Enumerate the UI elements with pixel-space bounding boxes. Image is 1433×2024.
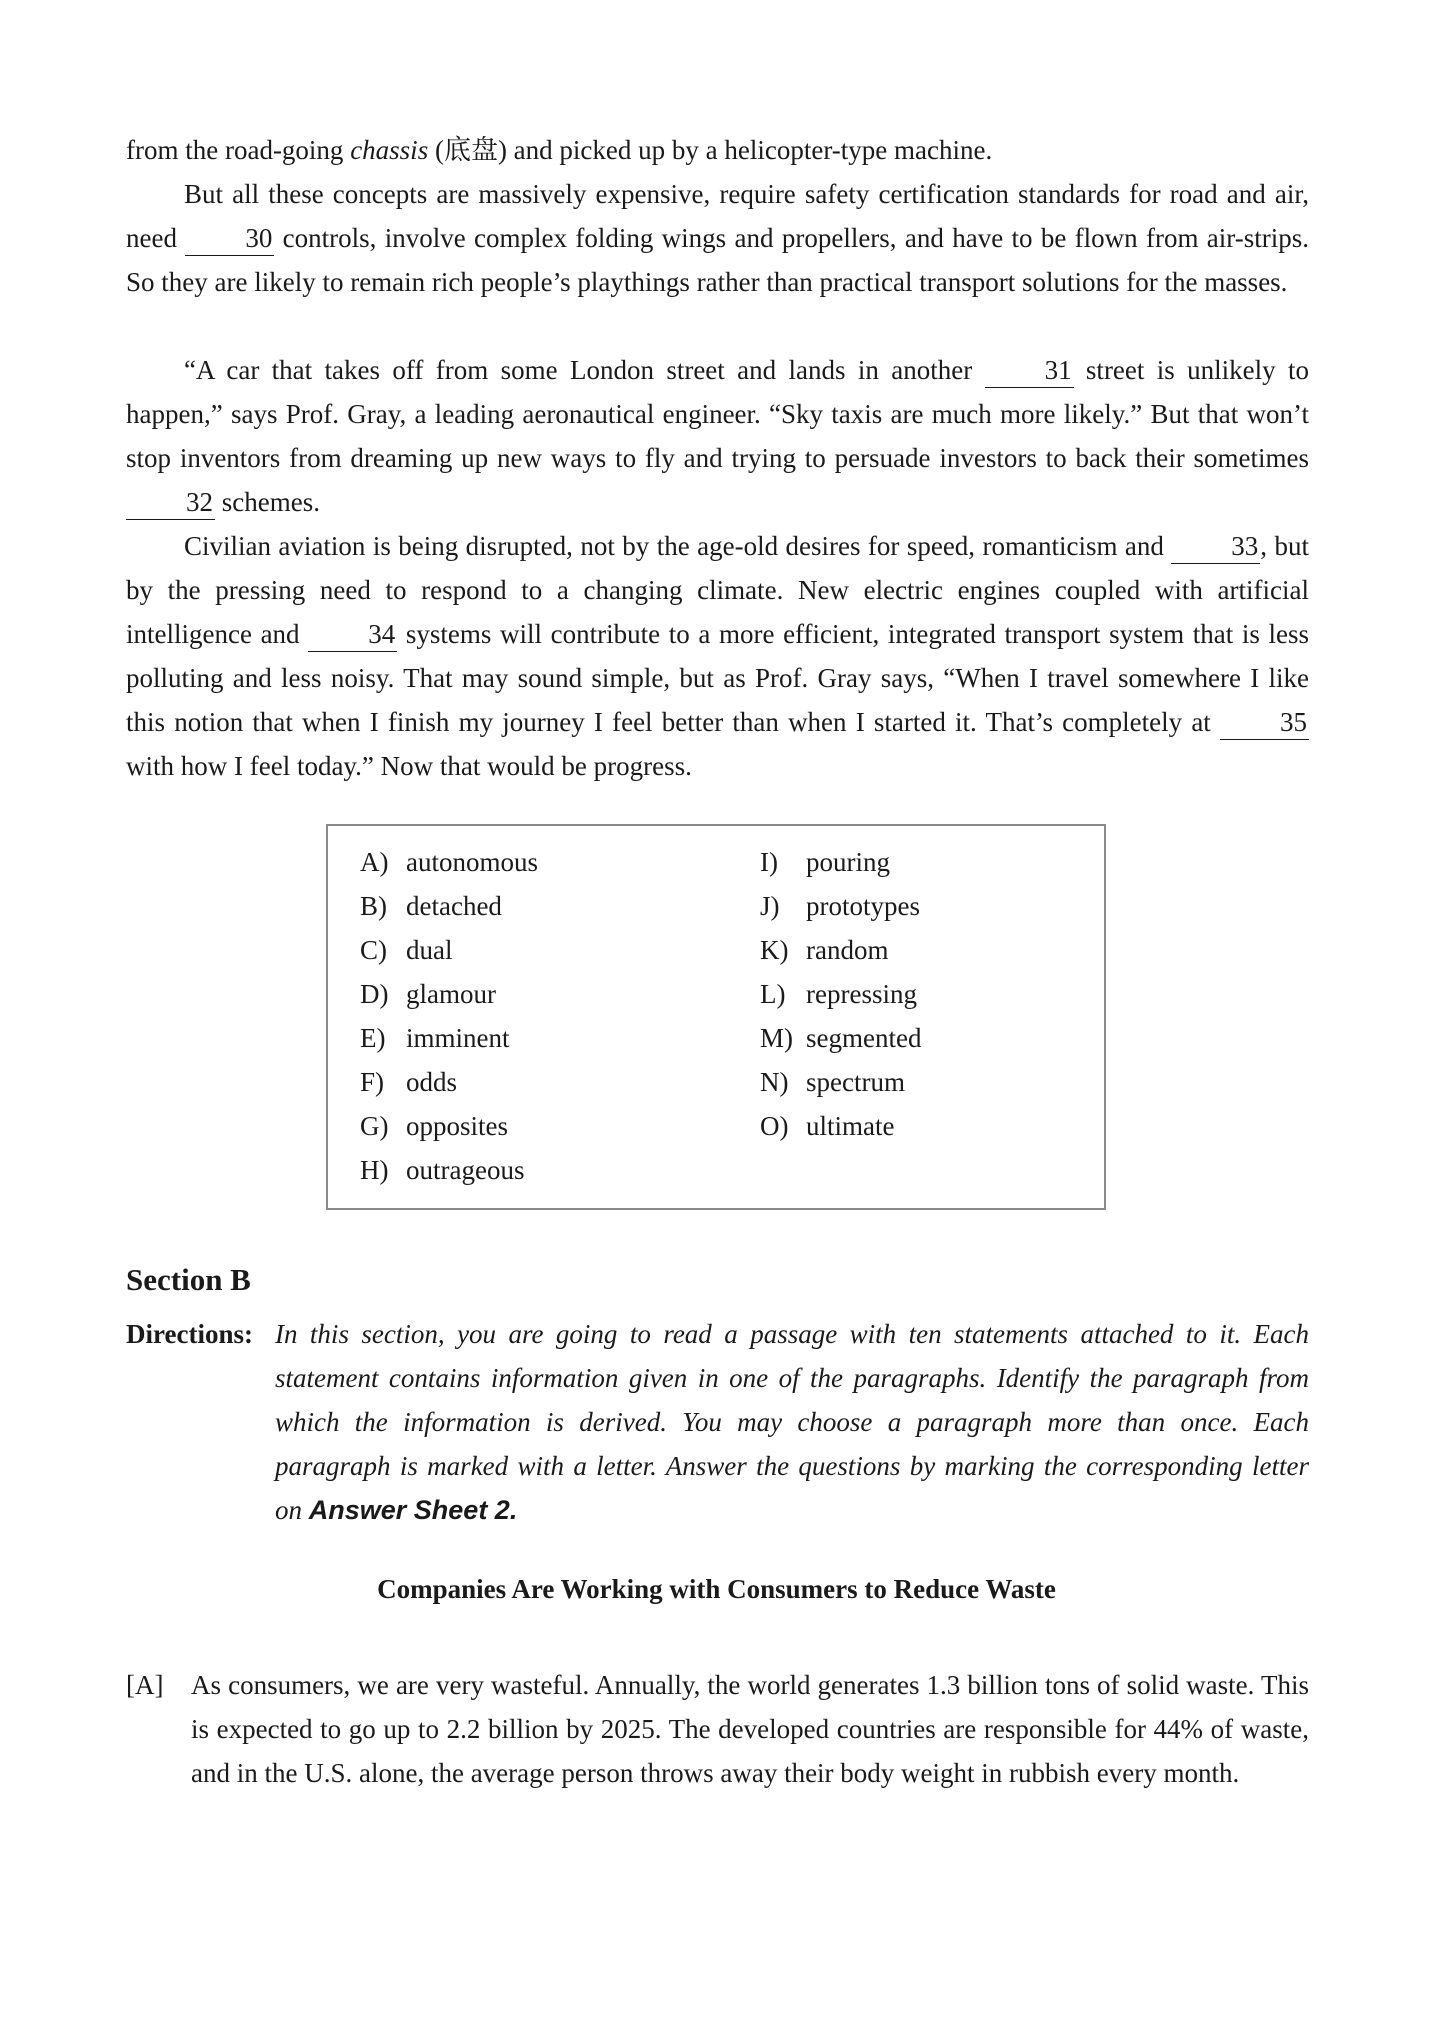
italic-term-chassis: chassis xyxy=(350,135,429,165)
blank-35: 35 xyxy=(1220,705,1309,740)
word-option xyxy=(760,1060,921,1104)
option-letter: B) xyxy=(360,891,387,921)
option-letter: A) xyxy=(360,847,389,877)
option-word: opposites xyxy=(406,1111,509,1141)
word-option xyxy=(760,1016,921,1060)
directions-body: In this section, you are going to read a passage with ten statements attached to it. Each statement contains information given in one of the paragraphs. Identify the paragraph from which the information is derived. You may choose a paragraph more than once. Each paragraph is marked with a letter. Answer the questions by marking the corresponding letter on xyxy=(275,1319,1309,1525)
option-word: outrageous xyxy=(406,1155,525,1185)
word-option xyxy=(360,1060,538,1104)
word-option xyxy=(760,840,921,884)
word-option xyxy=(360,1104,538,1148)
article-paragraph-a: As consumers, we are very wasteful. Annually, the world generates 1.3 billion tons of solid waste. This is expected to go up to 2.2 billion by 2025. The developed countries are responsible for 44% of waste, and in the U.S. alone, the average person throws away their body weight in rubbish every month. xyxy=(191,1670,1309,1788)
paragraph-text: But all these concepts are massively expensive, require safety certification standards for road and air, need xyxy=(126,179,1309,253)
option-letter: N) xyxy=(760,1067,789,1097)
option-word: prototypes xyxy=(806,891,920,921)
option-letter: C) xyxy=(360,935,387,965)
option-letter: D) xyxy=(360,979,389,1009)
blank-33: 33 xyxy=(1171,529,1260,564)
directions-label: Directions: xyxy=(126,1319,253,1349)
option-word: repressing xyxy=(806,979,917,1009)
option-letter: F) xyxy=(360,1067,385,1097)
option-word: ultimate xyxy=(806,1111,895,1141)
blank-30: 30 xyxy=(185,221,274,256)
blank-32: 32 xyxy=(126,485,215,520)
option-word: segmented xyxy=(806,1023,922,1053)
option-letter: I) xyxy=(760,847,778,877)
paragraph-text: systems will contribute to a more efficient, integrated transport system that is less polluting and less noisy. That may sound simple, but as Prof. Gray says, “When I travel somewhere I like this notion that when I finish my journey I feel better than when I started it. That’s completely at xyxy=(126,619,1309,737)
passage-paragraph-2 xyxy=(126,348,1309,524)
article-title: Companies Are Working with Consumers to Reduce Waste xyxy=(377,1574,1056,1604)
option-letter: K) xyxy=(760,935,789,965)
paragraph-text: Civilian aviation is being disrupted, not by the age-old desires for speed, romanticism and xyxy=(184,531,1172,561)
option-word: spectrum xyxy=(806,1067,905,1097)
passage-paragraph-1 xyxy=(126,172,1309,304)
option-word: detached xyxy=(406,891,502,921)
option-word: pouring xyxy=(806,847,890,877)
paragraph-text: (底盘) and picked up by a helicopter-type machine. xyxy=(428,135,993,165)
option-letter: O) xyxy=(760,1111,789,1141)
paragraph-text: controls, involve complex folding wings and propellers, and have to be flown from air-strips. So they are likely to remain rich people’s playthings rather than practical transport solutions for the masses. xyxy=(126,223,1309,297)
directions-end-punct: . xyxy=(509,1495,518,1525)
option-word: random xyxy=(806,935,889,965)
paragraph-text: street is unlikely to happen,” says Prof. Gray, a leading aeronautical engineer. “Sky taxis are much more likely.” But that won’t stop inventors from dreaming up new ways to fly and trying to persuade investors to back their sometimes xyxy=(126,355,1309,473)
word-bank-box xyxy=(326,824,1106,1210)
word-option xyxy=(360,972,538,1016)
option-word: imminent xyxy=(406,1023,510,1053)
option-word: autonomous xyxy=(406,847,538,877)
word-bank-left-column xyxy=(360,840,538,1192)
paragraph-text: “A car that takes off from some London street and lands in another xyxy=(184,355,985,385)
word-option xyxy=(360,928,538,972)
option-letter: M) xyxy=(760,1023,793,1053)
option-letter: G) xyxy=(360,1111,389,1141)
passage-paragraph-0 xyxy=(126,128,1309,172)
word-option xyxy=(360,884,538,928)
word-option xyxy=(360,1016,538,1060)
word-bank-right-column xyxy=(760,840,921,1148)
directions-text xyxy=(275,1312,1309,1532)
paragraph-text: from the road-going xyxy=(126,135,351,165)
paragraph-label-a: [A] xyxy=(126,1670,164,1700)
passage-paragraph-3 xyxy=(126,524,1309,788)
option-word: odds xyxy=(406,1067,458,1097)
option-letter: H) xyxy=(360,1155,389,1185)
word-option xyxy=(760,928,921,972)
paragraph-text: with how I feel today.” Now that would be progress. xyxy=(126,751,692,781)
word-option xyxy=(760,1104,921,1148)
option-letter: L) xyxy=(760,979,786,1009)
word-option xyxy=(360,1148,538,1192)
paragraph-text: schemes. xyxy=(215,487,320,517)
word-option xyxy=(760,972,921,1016)
word-option xyxy=(360,840,538,884)
word-option xyxy=(760,884,921,928)
answer-sheet-reference: Answer Sheet 2 xyxy=(308,1495,510,1525)
section-b-title: Section B xyxy=(126,1262,251,1297)
paragraph-text: , but by the pressing need to respond to a changing climate. New electric engines coupled with artificial intelligence and xyxy=(126,531,1309,649)
option-letter: E) xyxy=(360,1023,386,1053)
option-word: dual xyxy=(406,935,453,965)
option-letter: J) xyxy=(760,891,780,921)
blank-31: 31 xyxy=(985,353,1074,388)
blank-34: 34 xyxy=(308,617,397,652)
option-word: glamour xyxy=(406,979,496,1009)
